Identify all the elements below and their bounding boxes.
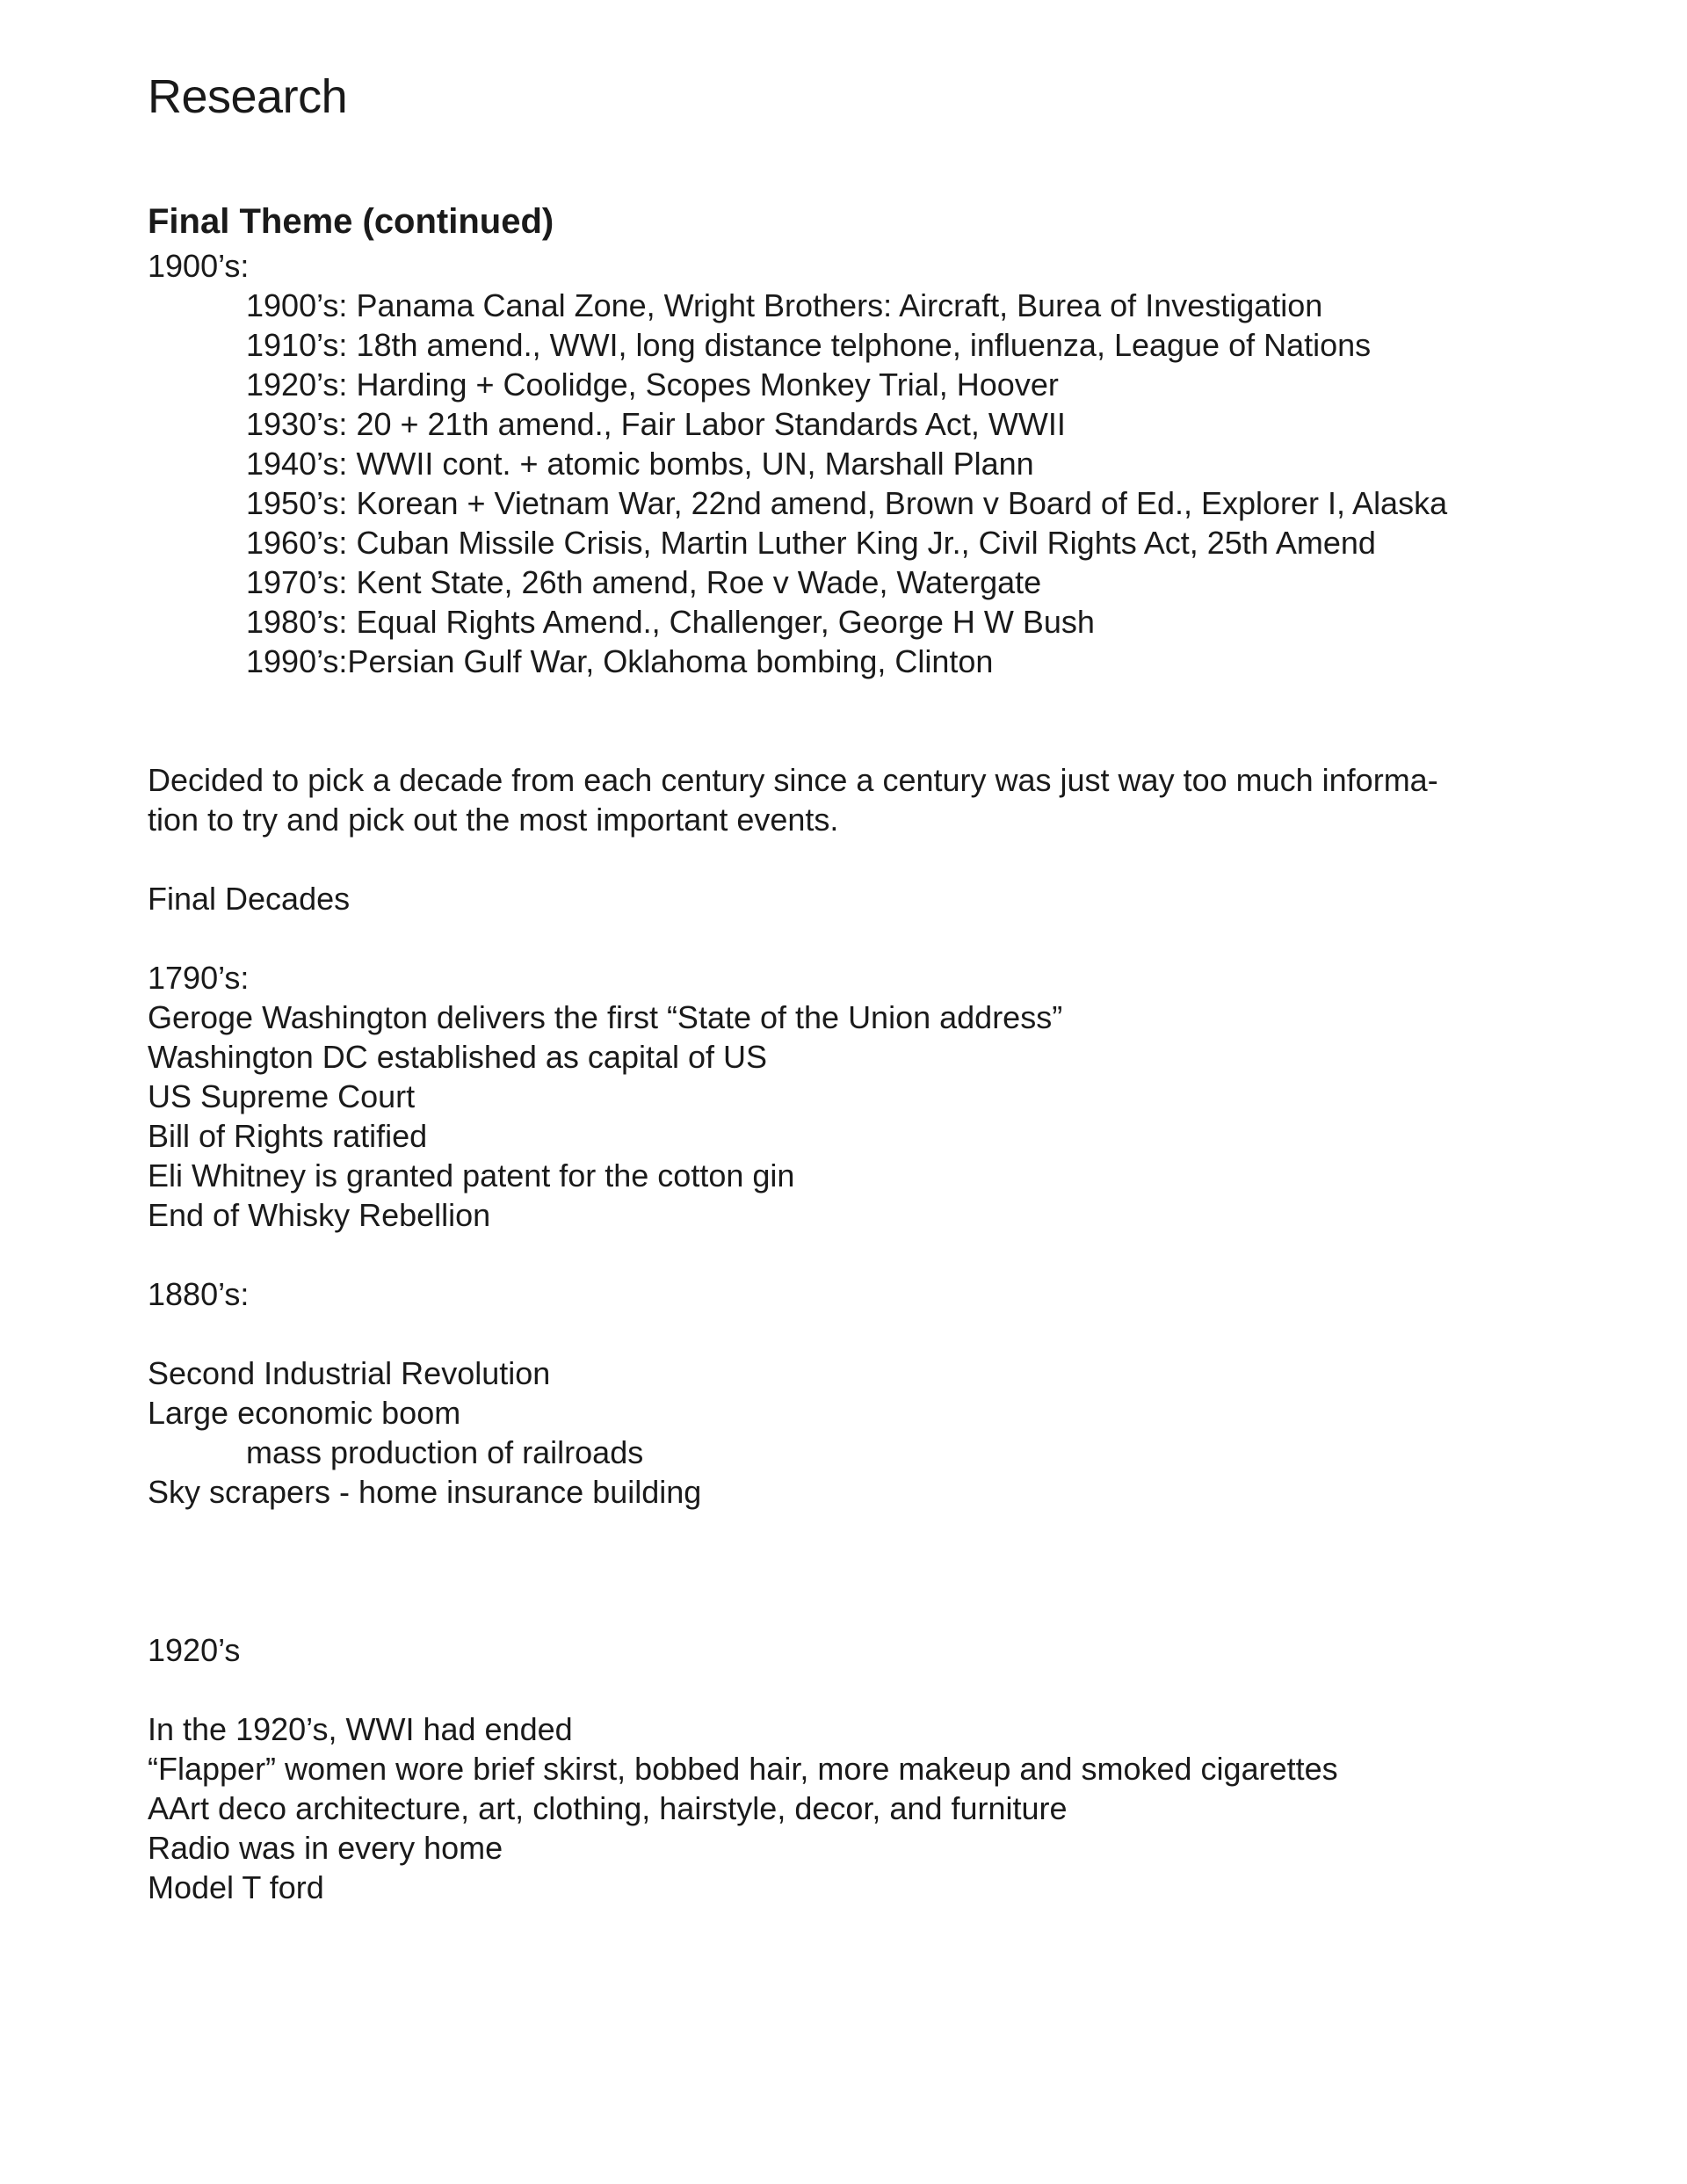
- section-1880-label: 1880’s:: [148, 1276, 250, 1312]
- decade-item: 1930’s: 20 + 21th amend., Fair Labor Standards Act, WWII: [246, 406, 1066, 442]
- list-subitem: mass production of railroads: [246, 1434, 644, 1470]
- list-item: Sky scrapers - home insurance building: [148, 1474, 702, 1510]
- section-1920-label: 1920’s: [148, 1632, 241, 1668]
- section-1880-list: [148, 1353, 1553, 1512]
- spacer: [148, 1314, 1553, 1353]
- decade-list: [148, 286, 1553, 681]
- final-decades-label: Final Decades: [148, 881, 351, 917]
- document-page: [148, 63, 1553, 1907]
- list-item: Radio was in every home: [148, 1830, 503, 1866]
- decade-item: 1940’s: WWII cont. + atomic bombs, UN, Marshall Plann: [246, 446, 1034, 482]
- century-label: 1900’s:: [148, 248, 250, 284]
- spacer: [148, 839, 1553, 879]
- decision-paragraph-line: Decided to pick a decade from each century since a century was just way too much informa-: [148, 762, 1438, 798]
- list-item: Large economic boom: [148, 1395, 461, 1431]
- spacer: [148, 1512, 1553, 1630]
- list-item: Second Industrial Revolution: [148, 1355, 551, 1391]
- decade-item: 1970’s: Kent State, 26th amend, Roe v Wade, Watergate: [246, 564, 1042, 600]
- spacer: [148, 918, 1553, 958]
- decade-item: 1910’s: 18th amend., WWI, long distance telphone, influenza, League of Nations: [246, 327, 1372, 363]
- decade-item: 1980’s: Equal Rights Amend., Challenger, George H W Bush: [246, 604, 1095, 640]
- list-item: Eli Whitney is granted patent for the cotton gin: [148, 1157, 795, 1194]
- list-item: Geroge Washington delivers the first “State of the Union address”: [148, 999, 1063, 1035]
- decade-item: 1920’s: Harding + Coolidge, Scopes Monkey Trial, Hoover: [246, 366, 1059, 403]
- spacer: [148, 681, 1553, 760]
- decision-paragraph-line: tion to try and pick out the most important events.: [148, 802, 839, 838]
- section-heading: Final Theme (continued): [148, 202, 554, 241]
- decade-item: 1950’s: Korean + Vietnam War, 22nd amend, Brown v Board of Ed., Explorer I, Alaska: [246, 485, 1448, 521]
- page-title: Research: [148, 70, 348, 123]
- list-item: End of Whisky Rebellion: [148, 1197, 491, 1233]
- list-item: In the 1920’s, WWI had ended: [148, 1711, 573, 1747]
- list-item: US Supreme Court: [148, 1078, 416, 1114]
- section-1920-list: [148, 1709, 1553, 1907]
- list-item: Model T ford: [148, 1869, 324, 1905]
- section-1790-label: 1790’s:: [148, 960, 250, 996]
- spacer: [148, 1670, 1553, 1709]
- list-item: AArt deco architecture, art, clothing, hairstyle, decor, and furniture: [148, 1790, 1068, 1826]
- decade-item: 1960’s: Cuban Missile Crisis, Martin Luther King Jr., Civil Rights Act, 25th Amend: [246, 525, 1376, 561]
- decade-item: 1990’s:Persian Gulf War, Oklahoma bombing, Clinton: [246, 643, 994, 679]
- section-1790-list: [148, 998, 1553, 1235]
- list-item: Washington DC established as capital of US: [148, 1039, 768, 1075]
- spacer: [148, 1235, 1553, 1274]
- list-item: Bill of Rights ratified: [148, 1118, 428, 1154]
- decade-item: 1900’s: Panama Canal Zone, Wright Brothers: Aircraft, Burea of Investigation: [246, 287, 1323, 323]
- list-item: “Flapper” women wore brief skirst, bobbed hair, more makeup and smoked cigarettes: [148, 1751, 1338, 1787]
